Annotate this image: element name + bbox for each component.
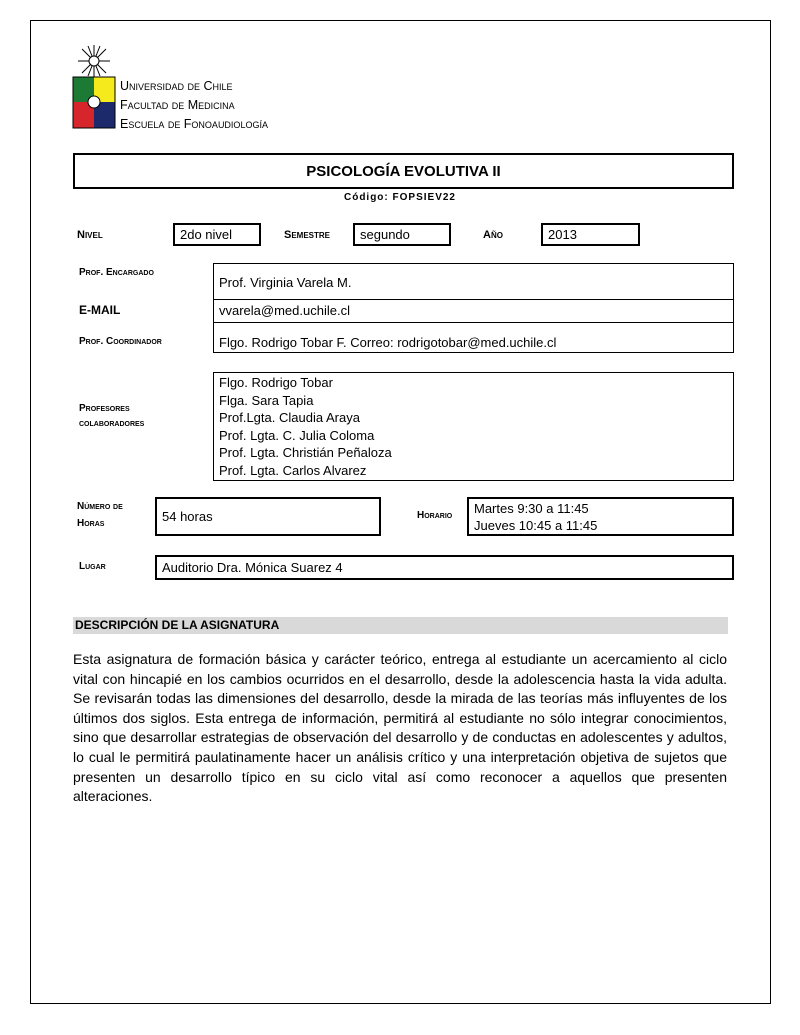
semestre-value: segundo: [353, 223, 451, 246]
colaboradores-label: Profesores: [79, 403, 130, 414]
semestre-label: Semestre: [284, 229, 331, 241]
course-title: PSICOLOGÍA EVOLUTIVA II: [73, 153, 734, 189]
prof-coordinador-label: Prof. Coordinador: [79, 336, 162, 347]
email-label: E-MAIL: [79, 303, 121, 317]
colaborador: Prof. Lgta. Carlos Alvarez: [219, 462, 367, 478]
course-code: Código: FOPSIEV22: [343, 192, 456, 203]
horario-label: Horario: [417, 510, 453, 521]
university-name: Universidad de Chile: [120, 79, 233, 93]
anio-label: Año: [483, 229, 503, 241]
horas-label-2: Horas: [77, 518, 105, 529]
colaboradores-list: [213, 372, 734, 481]
colaboradores-label-2: colaboradores: [79, 418, 145, 429]
colaborador: Prof. Lgta. Christián Peñaloza: [219, 445, 392, 461]
anio-value: 2013: [541, 223, 640, 246]
section-heading: DESCRIPCIÓN DE LA ASIGNATURA: [73, 617, 728, 634]
horas-label: Número de: [77, 501, 123, 512]
school-name: Escuela de Fonoaudiología: [120, 117, 268, 131]
horario-line: Jueves 10:45 a 11:45: [474, 518, 598, 533]
prof-encargado-value: Prof. Virginia Varela M.: [213, 263, 734, 300]
horario-value: [467, 497, 734, 536]
university-logo-icon: [72, 43, 116, 131]
prof-encargado-label: Prof. Encargado: [79, 267, 154, 278]
nivel-value: 2do nivel: [173, 223, 261, 246]
faculty-name: Facultad de Medicina: [120, 98, 235, 112]
colaborador: Flgo. Rodrigo Tobar: [219, 375, 333, 390]
colaborador: Prof. Lgta. C. Julia Coloma: [219, 427, 375, 443]
colaborador: Flga. Sara Tapia: [219, 392, 314, 408]
horas-value: 54 horas: [155, 497, 381, 536]
section-body: Esta asignatura de formación básica y carácter teórico, entrega al estudiante un acercamiento al ciclo vital con hincapié en los cambios ocurridos en el desarrollo, desde la adolescencia hasta la vida adulta. Se revisarán todas las dimensiones del desarrollo, desde la mirada de las teorías más influyentes de los últimos dos siglos. Esta entrega de información, permitirá al estudiante no sólo integrar conocimientos, sino que desarrollar estrategias de observación del desarrollo y de conductas en adolescentes y adultos, lo cual le permitirá paulatinamente hacer un análisis crítico y una interpretación objetiva de sujetos que presenten un desarrollo típico en su ciclo vital así como reconocer a aquellos que presenten alteraciones.: [73, 651, 727, 805]
email-value: vvarela@med.uchile.cl: [213, 299, 734, 323]
colaborador: Prof.Lgta. Claudia Araya: [219, 410, 360, 426]
lugar-value: Auditorio Dra. Mónica Suarez 4: [155, 555, 734, 580]
horario-line: Martes 9:30 a 11:45: [474, 501, 589, 516]
lugar-label: Lugar: [79, 561, 106, 572]
nivel-label: Nivel: [77, 229, 103, 241]
prof-coordinador-value: Flgo. Rodrigo Tobar F. Correo: rodrigotobar@med.uchile.cl: [213, 322, 734, 353]
